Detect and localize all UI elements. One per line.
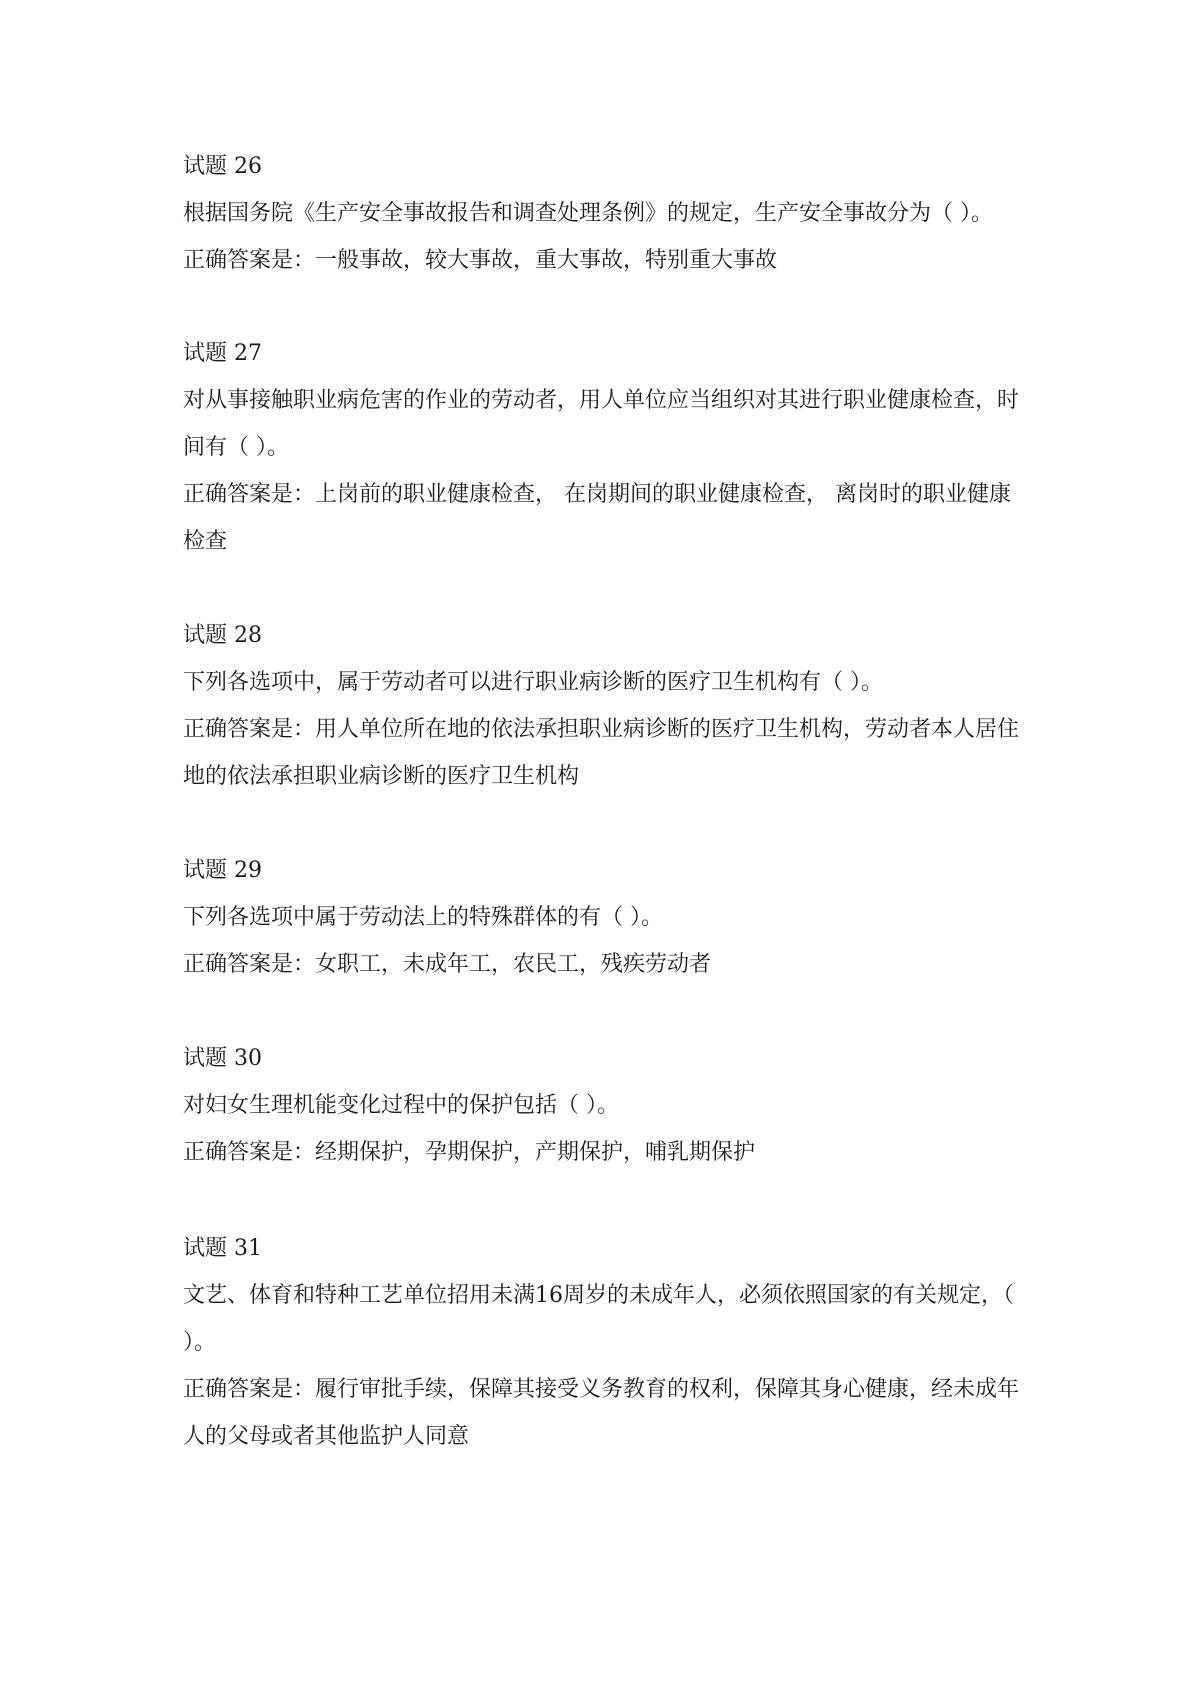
- question-answer: 正确答案是：履行审批手续，保障其接受义务教育的权利，保障其身心健康，经未成年人的父母或者其他监护人同意: [183, 1377, 1020, 1449]
- question-answer: 正确答案是：用人单位所在地的依法承担职业病诊断的医疗卫生机构，劳动者本人居住地的依法承担职业病诊断的医疗卫生机构: [183, 717, 1020, 789]
- question-title: 试题 30: [183, 1046, 262, 1071]
- question-29: [183, 847, 1023, 988]
- question-text: 文艺、体育和特种工艺单位招用未满16周岁的未成年人，必须依照国家的有关规定，（ ）。: [183, 1283, 1014, 1355]
- question-title: 试题 26: [183, 154, 262, 179]
- question-30: [183, 1035, 1023, 1176]
- question-title: 试题 28: [183, 623, 262, 648]
- question-text: 对妇女生理机能变化过程中的保护包括（ ）。: [183, 1093, 619, 1118]
- question-answer: 正确答案是：上岗前的职业健康检查， 在岗期间的职业健康检查， 离岗时的职业健康检查: [183, 482, 1011, 554]
- question-text: 下列各选项中属于劳动法上的特殊群体的有（ ）。: [183, 905, 663, 930]
- question-28: [183, 612, 1023, 800]
- question-title: 试题 27: [183, 341, 262, 366]
- question-26: [183, 143, 1023, 284]
- question-31: [183, 1225, 1023, 1460]
- question-text: 对从事接触职业病危害的作业的劳动者，用人单位应当组织对其进行职业健康检查，时间有（ ）。: [183, 388, 1020, 460]
- question-title: 试题 29: [183, 858, 262, 883]
- question-text: 下列各选项中，属于劳动者可以进行职业病诊断的医疗卫生机构有（ ）。: [183, 670, 883, 695]
- question-answer: 正确答案是：一般事故，较大事故，重大事故，特别重大事故: [183, 248, 778, 273]
- question-title: 试题 31: [183, 1236, 262, 1261]
- question-27: [183, 330, 1023, 565]
- question-answer: 正确答案是：女职工，未成年工，农民工，残疾劳动者: [183, 952, 712, 977]
- question-answer: 正确答案是：经期保护，孕期保护，产期保护，哺乳期保护: [183, 1140, 756, 1165]
- question-text: 根据国务院《生产安全事故报告和调查处理条例》的规定，生产安全事故分为（ ）。: [183, 201, 993, 226]
